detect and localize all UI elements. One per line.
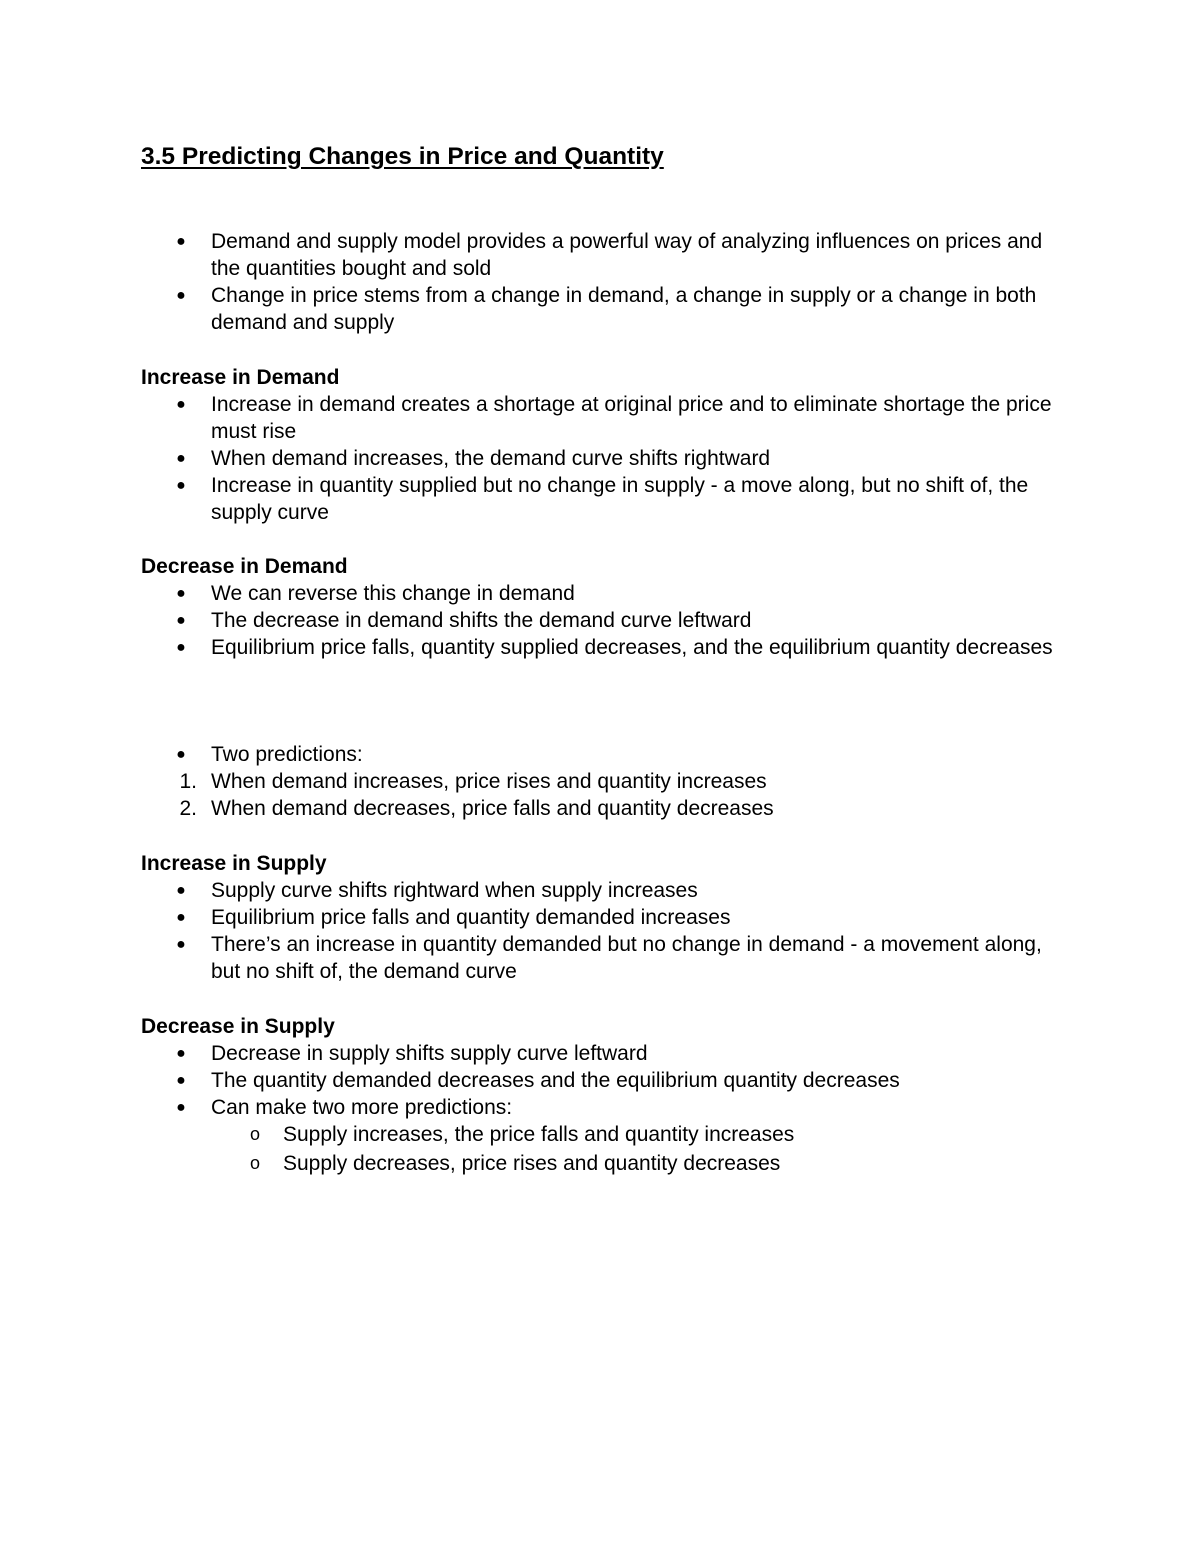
list-item-text: Equilibrium price falls and quantity demanded increases	[211, 906, 731, 929]
list-item	[176, 445, 1071, 472]
bullet-icon: ●	[176, 882, 186, 899]
list-item-text: When demand increases, the demand curve shifts rightward	[211, 447, 771, 470]
list-item	[176, 634, 1071, 661]
list-item	[176, 904, 1071, 931]
sub-bullet-icon: o	[249, 1153, 260, 1173]
list-item	[176, 391, 1071, 445]
list-item	[176, 580, 1071, 607]
document-title: 3.5 Predicting Changes in Price and Quantity	[141, 143, 664, 170]
list-item	[176, 877, 1071, 904]
list-item	[176, 228, 1071, 282]
bullet-icon: ●	[176, 936, 186, 953]
list-number: 2.	[179, 797, 197, 820]
list-item-text: Increase in demand creates a shortage at original price and to eliminate shortage the price must rise	[211, 393, 1052, 443]
section-heading-decrease-demand: Decrease in Demand	[141, 555, 348, 578]
list-item	[176, 282, 1071, 336]
bullet-icon: ●	[176, 450, 186, 467]
list-item	[176, 1040, 1071, 1067]
section-heading-increase-supply: Increase in Supply	[141, 852, 327, 875]
bullet-icon: ●	[176, 233, 186, 250]
list-item-text: Equilibrium price falls, quantity supplied decreases, and the equilibrium quantity decreases	[211, 636, 1053, 659]
section-heading-increase-demand: Increase in Demand	[141, 366, 340, 389]
bullet-icon: ●	[176, 612, 186, 629]
list-item	[176, 1067, 1071, 1094]
list-item	[176, 931, 1071, 985]
list-item-text: The quantity demanded decreases and the equilibrium quantity decreases	[211, 1069, 900, 1092]
list-item-text: Supply curve shifts rightward when supply increases	[211, 879, 698, 902]
list-item-text: Can make two more predictions:	[211, 1096, 513, 1119]
list-item-text: Decrease in supply shifts supply curve leftward	[211, 1042, 648, 1065]
bullet-icon: ●	[176, 1099, 186, 1116]
sub-list-item-text: Supply decreases, price rises and quantity decreases	[283, 1152, 781, 1175]
bullet-icon: ●	[176, 1045, 186, 1062]
list-item-text: The decrease in demand shifts the demand curve leftward	[211, 609, 752, 632]
bullet-icon: ●	[176, 909, 186, 926]
list-item-text: Two predictions:	[211, 743, 363, 766]
numbered-item	[179, 795, 1071, 822]
bullet-icon: ●	[176, 396, 186, 413]
list-item-text: There’s an increase in quantity demanded but no change in demand - a movement along, but no shift of, the demand curve	[211, 933, 1042, 983]
bullet-icon: ●	[176, 287, 186, 304]
list-number: 1.	[179, 770, 197, 793]
list-item	[176, 741, 1071, 768]
list-item-text: When demand decreases, price falls and quantity decreases	[211, 797, 774, 820]
bullet-icon: ●	[176, 639, 186, 656]
list-item-text: When demand increases, price rises and quantity increases	[211, 770, 767, 793]
bullet-icon: ●	[176, 746, 186, 763]
list-item-text: Demand and supply model provides a powerful way of analyzing influences on prices and the quantities bought and sold	[211, 230, 1043, 280]
list-item	[176, 1094, 1071, 1121]
bullet-icon: ●	[176, 1072, 186, 1089]
sub-list-item-text: Supply increases, the price falls and quantity increases	[283, 1123, 795, 1146]
sub-list-item	[249, 1150, 1083, 1177]
sub-bullet-icon: o	[249, 1124, 260, 1144]
bullet-icon: ●	[176, 585, 186, 602]
numbered-item	[179, 768, 1071, 795]
sub-list-item	[249, 1121, 1083, 1148]
list-item-text: Change in price stems from a change in demand, a change in supply or a change in both demand and supply	[211, 284, 1037, 334]
section-heading-decrease-supply: Decrease in Supply	[141, 1015, 335, 1038]
list-item-text: We can reverse this change in demand	[211, 582, 575, 605]
bullet-icon: ●	[176, 477, 186, 494]
list-item-text: Increase in quantity supplied but no change in supply - a move along, but no shift of, the supply curve	[211, 474, 1029, 524]
list-item	[176, 607, 1071, 634]
list-item	[176, 472, 1071, 526]
